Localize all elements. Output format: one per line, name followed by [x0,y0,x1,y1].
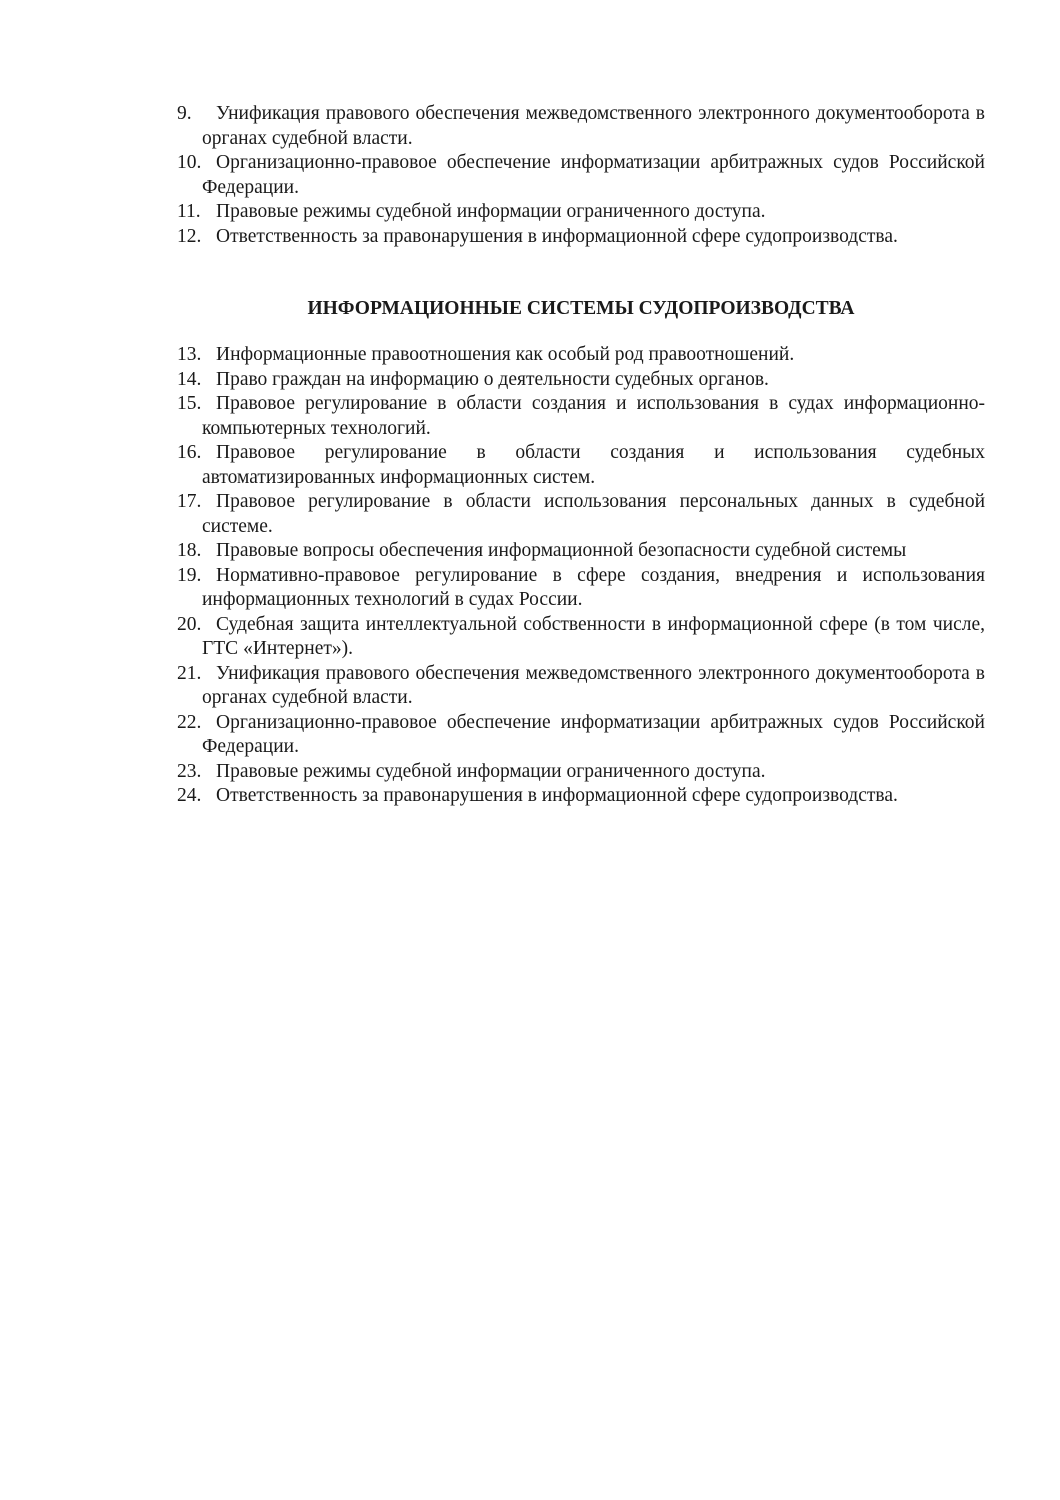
list-item [177,102,985,151]
item-text: Право граждан на информацию о деятельности судебных органов. [216,368,769,390]
section-heading: ИНФОРМАЦИОННЫЕ СИСТЕМЫ СУДОПРОИЗВОДСТВА [307,298,855,319]
list-item [177,225,985,250]
item-number: 12. [177,225,202,247]
item-text: Ответственность за правонарушения в информационной сфере судопроизводства. [216,225,898,247]
item-text: Правовое регулирование в области создания и использования в судах информационно-компьютерных технологий. [202,393,985,439]
list-item [177,368,985,393]
item-text: Правовые вопросы обеспечения информационной безопасности судебной системы [216,540,907,561]
item-text: Судебная защита интеллектуальной собственности в информационной сфере (в том числе, ГТС «Интернет»). [202,613,985,659]
item-number: 14. [177,368,202,390]
item-text: Организационно-правовое обеспечение информатизации арбитражных судов Российской Федерации. [202,152,985,198]
topic-list [177,343,985,809]
item-text: Правовое регулирование в области использования персональных данных в судебной системе. [202,491,985,537]
list-item [177,392,985,441]
list-item [177,151,985,200]
topic-list-continued [177,102,985,249]
item-number: 9. [177,103,192,124]
item-number: 21. [177,662,202,684]
list-item [177,662,985,711]
item-number: 15. [177,393,202,414]
list-item [177,539,985,564]
item-number: 19. [177,564,202,586]
document-page [177,102,985,809]
list-item [177,200,985,225]
item-number: 13. [177,344,202,365]
item-text: Организационно-правовое обеспечение информатизации арбитражных судов Российской Федерации. [202,711,985,757]
item-number: 23. [177,760,202,782]
item-text: Нормативно-правовое регулирование в сфере создания, внедрения и использования информационных технологий в судах России. [202,564,985,610]
list-item [177,441,985,490]
item-text: Информационные правоотношения как особый род правоотношений. [216,344,795,365]
list-item [177,760,985,785]
item-number: 24. [177,785,202,806]
list-item [177,613,985,662]
item-text: Ответственность за правонарушения в информационной сфере судопроизводства. [216,785,898,806]
item-text: Унификация правового обеспечения межведомственного электронного документооборота в органах судебной власти. [202,662,985,708]
list-item [177,343,985,368]
list-item [177,564,985,613]
list-item [177,784,985,809]
list-item [177,711,985,760]
item-number: 18. [177,540,202,561]
item-number: 11. [177,201,201,222]
item-number: 16. [177,442,202,463]
item-number: 22. [177,711,202,733]
item-number: 20. [177,613,202,635]
item-text: Правовое регулирование в области создания и использования судебных автоматизированных информационных систем. [202,442,985,488]
item-text: Правовые режимы судебной информации ограниченного доступа. [216,760,766,782]
item-number: 10. [177,152,202,173]
item-number: 17. [177,491,202,512]
item-text: Правовые режимы судебной информации ограниченного доступа. [216,201,766,222]
list-item [177,490,985,539]
item-text: Унификация правового обеспечения межведомственного электронного документооборота в органах судебной власти. [202,103,985,149]
